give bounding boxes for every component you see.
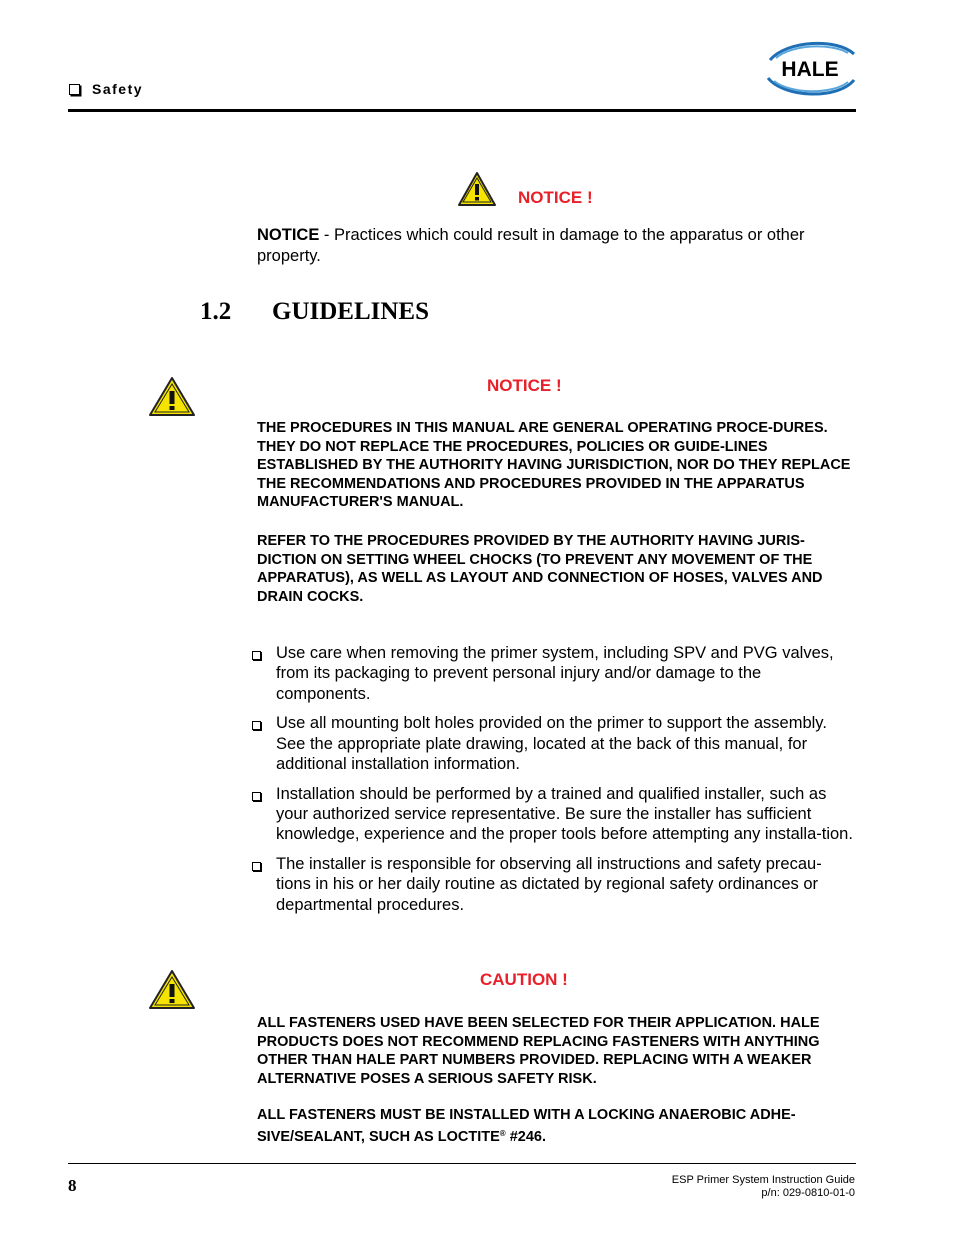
- section-heading: [200, 298, 429, 326]
- registered-mark: ®: [499, 1128, 506, 1138]
- header-rule: [68, 109, 856, 112]
- list-item: [252, 643, 856, 704]
- header-section-label: [69, 81, 143, 97]
- page-number: 8: [68, 1176, 77, 1195]
- warning-triangle-icon: [148, 969, 196, 1016]
- notice-title-small: NOTICE !: [518, 188, 593, 207]
- list-item-text: The installer is responsible for observing all instructions and safety precau-tions in his or her daily routine as dictated by regional safety ordinances or departmental procedures.: [276, 855, 822, 914]
- warning-triangle-icon: [148, 376, 196, 423]
- checkbox-bullet-icon: [252, 721, 261, 730]
- part-number: p/n: 029-0810-01-0: [761, 1187, 855, 1199]
- warning-triangle-icon: [457, 171, 497, 213]
- hale-logo: [762, 38, 858, 100]
- caution-paragraph: ALL FASTENERS USED HAVE BEEN SELECTED FOR THEIR APPLICATION. HALE PRODUCTS DOES NOT RECOMMEND REPLACING FASTENERS WITH ANYTHING OTHER THAN HALE PART NUMBERS PROVIDED. REPLACING WITH A WEAKER ALTERNATIVE POSES A SERIOUS SAFETY RISK.: [257, 1015, 820, 1087]
- list-item: [252, 713, 856, 774]
- list-item: [252, 854, 856, 915]
- caution-paragraph: [257, 1106, 855, 1146]
- notice-term: NOTICE: [257, 226, 320, 244]
- notice-title: NOTICE !: [487, 376, 562, 395]
- checkbox-bullet-icon: [252, 651, 261, 660]
- caution-paragraph-end: #246.: [505, 1128, 546, 1145]
- checkbox-bullet-icon: [252, 862, 261, 871]
- footer-rule: [68, 1163, 856, 1164]
- list-item-text: Use all mounting bolt holes provided on the primer to support the assembly. See the appropriate plate drawing, located at the back of this manual, for additional installation information.: [276, 714, 827, 773]
- caution-paragraph-text: ALL FASTENERS MUST BE INSTALLED WITH A LOCKING ANAEROBIC ADHE-SIVE/SEALANT, SUCH AS LOCTITE: [257, 1107, 796, 1145]
- section-number: 1.2: [200, 298, 232, 325]
- logo-text: HALE: [781, 58, 839, 81]
- guidelines-list: [252, 643, 856, 925]
- notice-paragraph: REFER TO THE PROCEDURES PROVIDED BY THE AUTHORITY HAVING JURIS-DICTION ON SETTING WHEEL CHOCKS (TO PREVENT ANY MOVEMENT OF THE APPARATUS), AS WELL AS LAYOUT AND CONNECTION OF HOSES, VALVES AND DRAIN COCKS.: [257, 533, 823, 605]
- list-item: [252, 784, 856, 845]
- list-item-text: Use care when removing the primer system, including SPV and PVG valves, from its packaging to prevent personal injury and/or damage to the components.: [276, 644, 834, 703]
- checkbox-bullet-icon: [69, 84, 80, 95]
- section-name: Safety: [92, 81, 144, 97]
- checkbox-bullet-icon: [252, 792, 261, 801]
- notice-definition: [257, 225, 847, 266]
- list-item-text: Installation should be performed by a trained and qualified installer, such as your authorized service representative. Be sure the installer has sufficient knowledge, experience and the proper tools before attempting any installa-tion.: [276, 784, 853, 844]
- footer-doc-info: [672, 1174, 855, 1200]
- notice-paragraph: THE PROCEDURES IN THIS MANUAL ARE GENERAL OPERATING PROCE-DURES. THEY DO NOT REPLACE THE PROCEDURES, POLICIES OR GUIDE-LINES ESTABLISHED BY THE AUTHORITY HAVING JURISDICTION, NOR DO THEY REPLACE THE RECOMMENDATIONS AND PROCEDURES PROVIDED IN THE APPARATUS MANUFACTURER'S MANUAL.: [257, 420, 851, 511]
- doc-title: ESP Primer System Instruction Guide: [671, 1174, 855, 1186]
- section-title: GUIDELINES: [272, 298, 429, 325]
- caution-title: CAUTION !: [480, 970, 568, 989]
- notice-definition-text: - Practices which could result in damage to the apparatus or other property.: [257, 226, 805, 265]
